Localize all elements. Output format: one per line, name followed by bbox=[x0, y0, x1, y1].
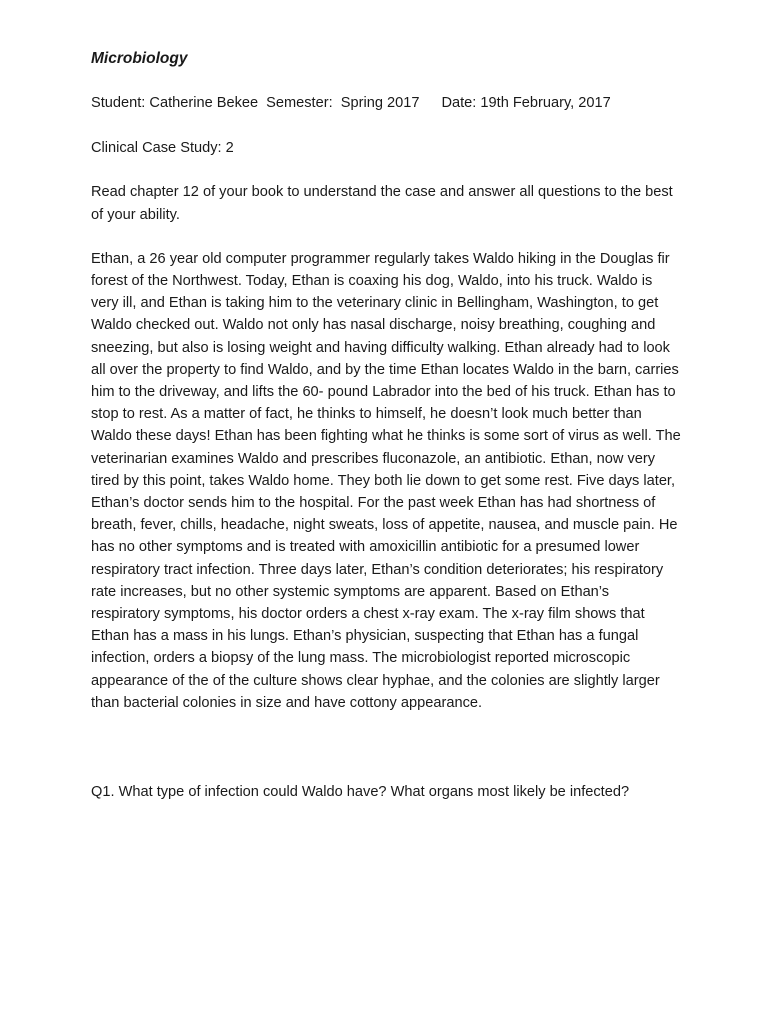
question-1: Q1. What type of infection could Waldo have? What organs most likely be infected? bbox=[91, 784, 630, 801]
student-name: Student: Catherine Bekee bbox=[91, 95, 259, 111]
instructions-paragraph: Read chapter 12 of your book to understand the case and answer all questions to the best of your ability. bbox=[91, 184, 673, 223]
case-label: Clinical Case Study: 2 bbox=[91, 140, 234, 157]
document-title: Microbiology bbox=[91, 50, 188, 67]
case-study-paragraph: Ethan, a 26 year old computer programmer regularly takes Waldo hiking in the Douglas fir forest of the Northwest. Today, Ethan is coaxing his dog, Waldo, into his truck. Waldo is very ill, and Ethan is taking him to the veterinary clinic in Bellingham, Washington, to get Waldo checked out. Waldo not only has nasal discharge, noisy breathing, coughing and sneezing, but also is losing weight and having difficulty walking. Ethan already had to look all over the property to find Waldo, and by the time Ethan locates Waldo in the barn, carries him to the driveway, and lifts the 60- pound Labrador into the bed of his truck. Ethan has to stop to rest. As a matter of fact, he thinks to himself, he doesn’t look much better than Waldo these days! Ethan has been fighting what he thinks is some sort of virus as well. The veterinarian examines Waldo and prescribes fluconazole, an antibiotic. Ethan, now very tired by this point, takes Waldo home. They both lie down to get some rest. Five days later, Ethan’s doctor sends him to the hospital. For the past week Ethan has had shortness of breath, fever, chills, headache, night sweats, loss of appetite, nausea, and muscle pain. He has no other symptoms and is treated with amoxicillin antibiotic for a presumed lower respiratory tract infection. Three days later, Ethan’s condition deteriorates; his respiratory rate increases, but no other systemic symptoms are apparent. Based on Ethan’s respiratory symptoms, his doctor orders a chest x-ray exam. The x-ray film shows that Ethan has a mass in his lungs. Ethan’s physician, suspecting that Ethan has a fungal infection, orders a biopsy of the lung mass. The microbiologist reported microscopic appearance of the of the culture shows clear hyphae, and the colonies are slightly larger than bacterial colonies in size and have cottony appearance. bbox=[91, 250, 681, 711]
student-info-line bbox=[91, 92, 681, 114]
document-page bbox=[91, 48, 681, 803]
date: Date: 19th February, 2017 bbox=[441, 95, 611, 111]
semester: Semester: Spring 2017 bbox=[266, 95, 420, 111]
